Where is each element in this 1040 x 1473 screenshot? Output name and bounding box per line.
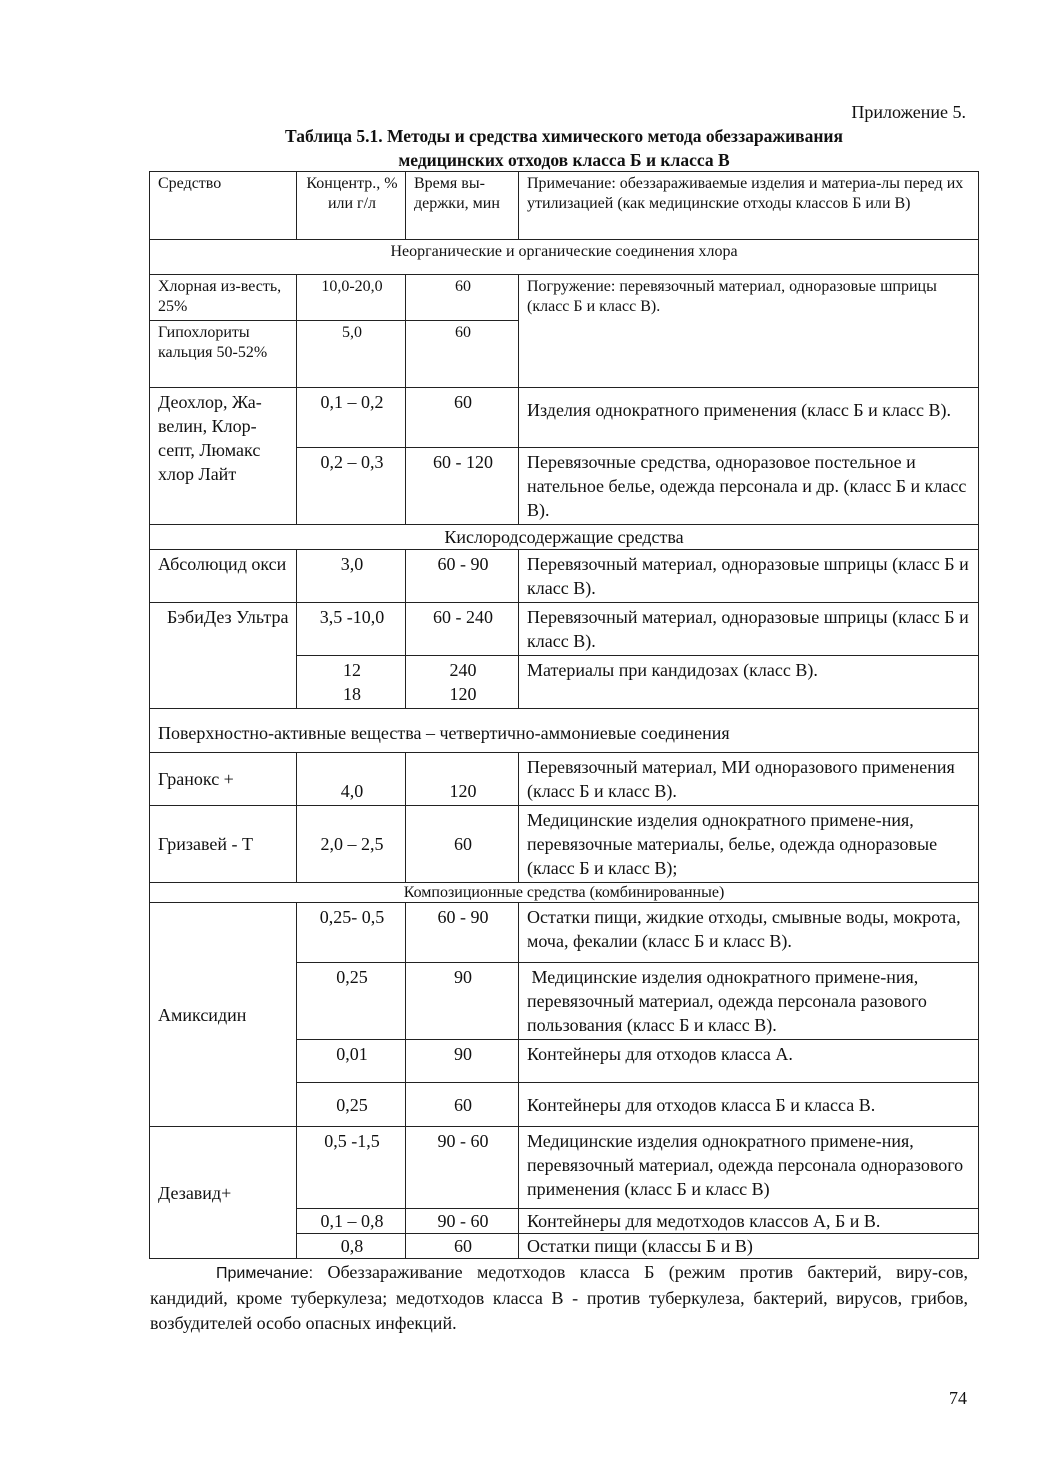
table-row xyxy=(150,753,979,806)
table-row xyxy=(150,806,979,883)
section-oxygen: Кислородсодержащие средства xyxy=(150,525,979,550)
time-value: 240 xyxy=(449,660,477,680)
concentration-cell: 0,1 – 0,8 xyxy=(297,1209,406,1234)
time-cell: 60 - 90 xyxy=(406,903,519,963)
section-row xyxy=(150,525,979,550)
note-cell: Медицинские изделия однократного примене-ния, перевязочный материал, одежда персонала одноразового применения (класс Б и класс В) xyxy=(519,1127,979,1209)
footnote xyxy=(150,1260,968,1336)
section-surfactants: Поверхностно-активные вещества – четвертично-аммониевые соединения xyxy=(150,709,979,753)
table-row xyxy=(150,1127,979,1209)
note-cell: Перевязочный материал, МИ одноразового применения (класс Б и класс В). xyxy=(519,753,979,806)
concentration-cell: 4,0 xyxy=(297,753,406,806)
table-row xyxy=(150,388,979,448)
agent-cell: Гранокс + xyxy=(150,753,297,806)
concentration-cell: 0,01 xyxy=(297,1040,406,1083)
concentration-cell: 0,25- 0,5 xyxy=(297,903,406,963)
concentration-cell: 0,8 xyxy=(297,1234,406,1259)
note-cell: Перевязочный материал, одноразовые шприцы (класс Б и класс В). xyxy=(519,603,979,656)
time-cell: 60 - 120 xyxy=(406,448,519,525)
note-cell: Остатки пищи, жидкие отходы, смывные воды, мокрота, моча, фекалии (класс Б и класс В). xyxy=(519,903,979,963)
header-row xyxy=(150,172,979,240)
concentration-cell: 3,5 -10,0 xyxy=(297,603,406,656)
time-cell: 60 xyxy=(406,275,519,321)
time-cell xyxy=(406,656,519,709)
concentration-cell: 10,0-20,0 xyxy=(297,275,406,321)
time-cell: 90 - 60 xyxy=(406,1127,519,1209)
time-cell: 120 xyxy=(406,753,519,806)
agent-cell: Абсолюцид окси xyxy=(150,550,297,603)
concentration-cell: 5,0 xyxy=(297,321,406,388)
appendix-label: Приложение 5. xyxy=(851,102,966,122)
time-cell: 60 xyxy=(406,1083,519,1127)
concentration-cell: 0,25 xyxy=(297,1083,406,1127)
time-value: 120 xyxy=(449,684,477,704)
concentration-cell: 2,0 – 2,5 xyxy=(297,806,406,883)
header-exposure-time: Время вы-держки, мин xyxy=(406,172,519,240)
concentration-cell: 0,2 – 0,3 xyxy=(297,448,406,525)
table-row xyxy=(150,275,979,321)
disinfection-table xyxy=(149,171,979,1259)
section-composite: Композиционные средства (комбинированные) xyxy=(150,883,979,903)
page-number: 74 xyxy=(949,1388,967,1408)
table-title xyxy=(150,124,978,172)
section-row xyxy=(150,240,979,275)
section-chlorine: Неорганические и органические соединения хлора xyxy=(150,240,979,275)
time-cell: 60 xyxy=(406,1234,519,1259)
time-cell: 60 xyxy=(406,321,519,388)
table-title-line2: медицинских отходов класса Б и класса В xyxy=(398,150,730,170)
concentration-cell: 0,25 xyxy=(297,963,406,1040)
note-cell: Контейнеры для отходов класса А. xyxy=(519,1040,979,1083)
header-note: Примечание: обеззараживаемые изделия и материа-лы перед их утилизацией (как медицинские отходы классов Б или В) xyxy=(519,172,979,240)
time-cell: 90 xyxy=(406,1040,519,1083)
note-cell: Материалы при кандидозах (класс В). xyxy=(519,656,979,709)
concentration-cell: 0,5 -1,5 xyxy=(297,1127,406,1209)
agent-cell: Дезавид+ xyxy=(150,1127,297,1259)
time-cell: 60 - 90 xyxy=(406,550,519,603)
table-row xyxy=(150,550,979,603)
table-title-line1: Таблица 5.1. Методы и средства химического метода обеззараживания xyxy=(284,126,843,146)
note-cell: Изделия однократного применения (класс Б и класс В). xyxy=(519,388,979,448)
table-row xyxy=(150,903,979,963)
note-cell: Погружение: перевязочный материал, одноразовые шприцы (класс Б и класс В). xyxy=(519,275,979,388)
footnote-label: Примечание: xyxy=(216,1265,314,1282)
agent-cell: Гризавей - Т xyxy=(150,806,297,883)
note-cell: Медицинские изделия однократного примене-ния, перевязочные материалы, белье, одежда одноразовые (класс Б и класс В); xyxy=(519,806,979,883)
agent-cell: Амиксидин xyxy=(150,903,297,1127)
note-cell: Остатки пищи (классы Б и В) xyxy=(519,1234,979,1259)
time-cell: 60 xyxy=(406,388,519,448)
footnote-text: Обеззараживание медотходов класса Б (режим против бактерий, виру-сов, кандидий, кроме туберкулеза; медотходов класса В - против туберкулеза, бактерий, вирусов, грибов, возбудителей особо опасных инфекций. xyxy=(150,1262,968,1333)
note-cell: Перевязочный материал, одноразовые шприцы (класс Б и класс В). xyxy=(519,550,979,603)
header-concentration: Концентр., % или г/л xyxy=(297,172,406,240)
note-cell: Контейнеры для отходов класса Б и класса В. xyxy=(519,1083,979,1127)
concentration-cell: 3,0 xyxy=(297,550,406,603)
header-agent: Средство xyxy=(150,172,297,240)
note-cell: Контейнеры для медотходов классов А, Б и В. xyxy=(519,1209,979,1234)
table-row xyxy=(150,603,979,656)
note-cell: Медицинские изделия однократного примене-ния, перевязочный материал, одежда персонала разового пользования (класс Б и класс В). xyxy=(519,963,979,1040)
concentration-value: 12 xyxy=(343,660,361,680)
agent-cell: БэбиДез Ультра xyxy=(150,603,297,709)
concentration-cell: 0,1 – 0,2 xyxy=(297,388,406,448)
time-cell: 90 - 60 xyxy=(406,1209,519,1234)
concentration-cell xyxy=(297,656,406,709)
agent-cell: Гипохлориты кальция 50-52% xyxy=(150,321,297,388)
agent-cell: Деохлор, Жа-велин, Клор-септ, Люмакс хлор Лайт xyxy=(150,388,297,525)
note-cell: Перевязочные средства, одноразовое постельное и нательное белье, одежда персонала и др. (класс Б и класс В). xyxy=(519,448,979,525)
agent-cell: Хлорная из-весть, 25% xyxy=(150,275,297,321)
section-row xyxy=(150,709,979,753)
section-row xyxy=(150,883,979,903)
time-cell: 60 - 240 xyxy=(406,603,519,656)
time-cell: 90 xyxy=(406,963,519,1040)
time-cell: 60 xyxy=(406,806,519,883)
concentration-value: 18 xyxy=(343,684,361,704)
